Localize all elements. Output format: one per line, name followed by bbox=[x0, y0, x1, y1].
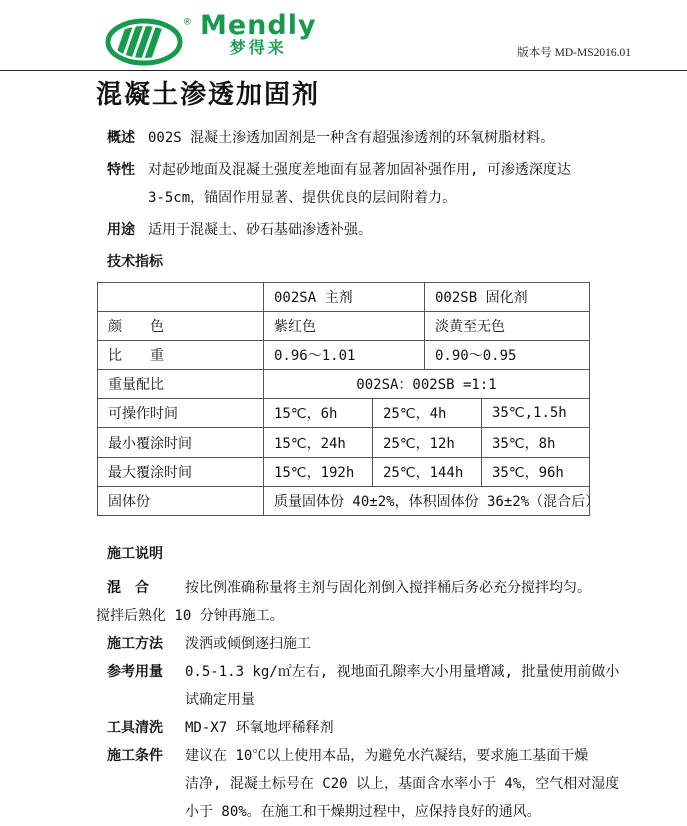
table-cell: 35℃，8h bbox=[481, 428, 589, 456]
table-cell: 002SA：002SB =1:1 bbox=[263, 370, 589, 398]
table-row bbox=[98, 340, 589, 369]
mixing-label: 混 合 bbox=[107, 579, 149, 596]
mixing-continuation-line: 搅拌后熟化 10 分钟再施工。 bbox=[96, 607, 284, 624]
table-cell bbox=[98, 283, 263, 311]
table-cell: 25℃，4h bbox=[372, 399, 481, 427]
table-cell: 15℃，192h bbox=[263, 458, 372, 486]
spec-table bbox=[97, 282, 600, 516]
table-row bbox=[98, 427, 589, 456]
page-title: 混凝土渗透加固剂 bbox=[96, 80, 321, 110]
table-cell: 002SA 主剂 bbox=[263, 283, 424, 311]
conditions-text bbox=[185, 742, 619, 826]
conditions-line: 建议在 10℃以上使用本品，为避免水汽凝结，要求施工基面干燥 bbox=[185, 747, 589, 764]
dosage-label: 参考用量 bbox=[107, 663, 163, 680]
dosage-text bbox=[185, 658, 619, 714]
features-paragraph bbox=[96, 156, 590, 212]
table-cell: 颜 色 bbox=[108, 319, 164, 336]
method-line: 泼洒或倾倒逐扫施工 bbox=[185, 635, 311, 652]
tool-cleaning-line: MD-X7 环氧地坪稀释剂 bbox=[185, 719, 334, 736]
table-cell: 重量配比 bbox=[108, 377, 164, 394]
table-row bbox=[98, 311, 589, 340]
table-cell: 15℃，6h bbox=[263, 399, 372, 427]
brand-text bbox=[200, 12, 317, 57]
table-row bbox=[98, 369, 589, 398]
table-row bbox=[98, 486, 600, 515]
brand-name-cn: 梦得来 bbox=[229, 38, 287, 57]
features-label: 特性 bbox=[107, 162, 135, 178]
mixing-line: 按比例准确称量将主剂与固化剂倒入搅拌桶后务必充分搅拌均匀。 bbox=[185, 579, 591, 596]
method-paragraph bbox=[96, 630, 590, 658]
dosage-line: 0.5-1.3 kg/㎡左右, 视地面孔隙率大小用量增减, 批量使用前做小 bbox=[185, 663, 620, 680]
construction-heading: 施工说明 bbox=[107, 545, 163, 562]
table-row bbox=[98, 457, 589, 486]
method-label: 施工方法 bbox=[107, 635, 163, 652]
table-cell: 最大覆涂时间 bbox=[108, 464, 192, 481]
features-text bbox=[148, 156, 571, 212]
table-cell: 002SB 固化剂 bbox=[424, 283, 589, 311]
table-cell: 质量固体份 40±2%，体积固体份 36±2%（混合后） bbox=[263, 487, 599, 515]
page-header bbox=[0, 0, 687, 71]
tech-specs-heading: 技术指标 bbox=[107, 254, 163, 270]
conditions-label: 施工条件 bbox=[107, 747, 163, 764]
mendly-logo-mark-icon bbox=[104, 12, 196, 70]
version-label: 版本号 MD-MS2016.01 bbox=[517, 47, 631, 59]
conditions-line: 洁净, 混凝土标号在 C20 以上，基面含水率小于 4%，空气相对湿度 bbox=[185, 775, 620, 792]
features-line: 3-5cm，锚固作用显著、提供优良的层间附着力。 bbox=[148, 190, 457, 206]
table-row bbox=[98, 398, 589, 427]
table-cell: 35℃,1.5h bbox=[481, 399, 589, 427]
conditions-paragraph bbox=[96, 742, 620, 826]
features-line: 对起砂地面及混凝土强度差地面有显著加固补强作用, 可渗透深度达 bbox=[148, 162, 571, 178]
method-text bbox=[185, 630, 311, 658]
table-cell: 0.96～1.01 bbox=[263, 341, 424, 369]
overview-text bbox=[148, 124, 554, 152]
table-cell: 可操作时间 bbox=[108, 406, 178, 423]
tool-cleaning-label: 工具清洗 bbox=[107, 719, 163, 736]
dosage-paragraph bbox=[96, 658, 620, 714]
mendly-logo bbox=[104, 12, 317, 70]
overview-label: 概述 bbox=[107, 130, 135, 146]
table-row bbox=[98, 283, 589, 311]
mixing-paragraph bbox=[96, 574, 590, 602]
registered-mark: ® bbox=[184, 15, 191, 28]
usage-paragraph bbox=[96, 216, 590, 244]
table-cell: 25℃，144h bbox=[372, 458, 481, 486]
table-cell: 固体份 bbox=[108, 493, 150, 510]
tool-cleaning-text bbox=[185, 714, 334, 742]
table-cell: 比 重 bbox=[108, 348, 164, 365]
table-cell: 15℃，24h bbox=[263, 428, 372, 456]
table-cell: 25℃，12h bbox=[372, 428, 481, 456]
table-cell: 紫红色 bbox=[263, 312, 424, 340]
overview-line: 002S 混凝土渗透加固剂是一种含有超强渗透剂的环氧树脂材料。 bbox=[148, 130, 555, 146]
usage-text bbox=[148, 216, 372, 244]
usage-label: 用途 bbox=[107, 222, 135, 238]
table-cell: 最小覆涂时间 bbox=[108, 435, 192, 452]
document-body bbox=[96, 70, 620, 826]
table-cell: 0.90～0.95 bbox=[424, 341, 589, 369]
tool-cleaning-paragraph bbox=[96, 714, 590, 742]
mixing-text bbox=[185, 574, 591, 602]
conditions-line: 小于 80%。在施工和干燥期过程中，应保持良好的通风。 bbox=[185, 803, 541, 820]
construction-section bbox=[96, 540, 620, 826]
table-cell: 淡黄至无色 bbox=[424, 312, 589, 340]
overview-paragraph bbox=[96, 124, 590, 152]
brand-name: Mendly bbox=[200, 10, 317, 41]
table-cell: 35℃，96h bbox=[481, 458, 589, 486]
dosage-line: 试确定用量 bbox=[185, 691, 255, 708]
usage-line: 适用于混凝土、砂石基础渗透补强。 bbox=[148, 222, 372, 238]
